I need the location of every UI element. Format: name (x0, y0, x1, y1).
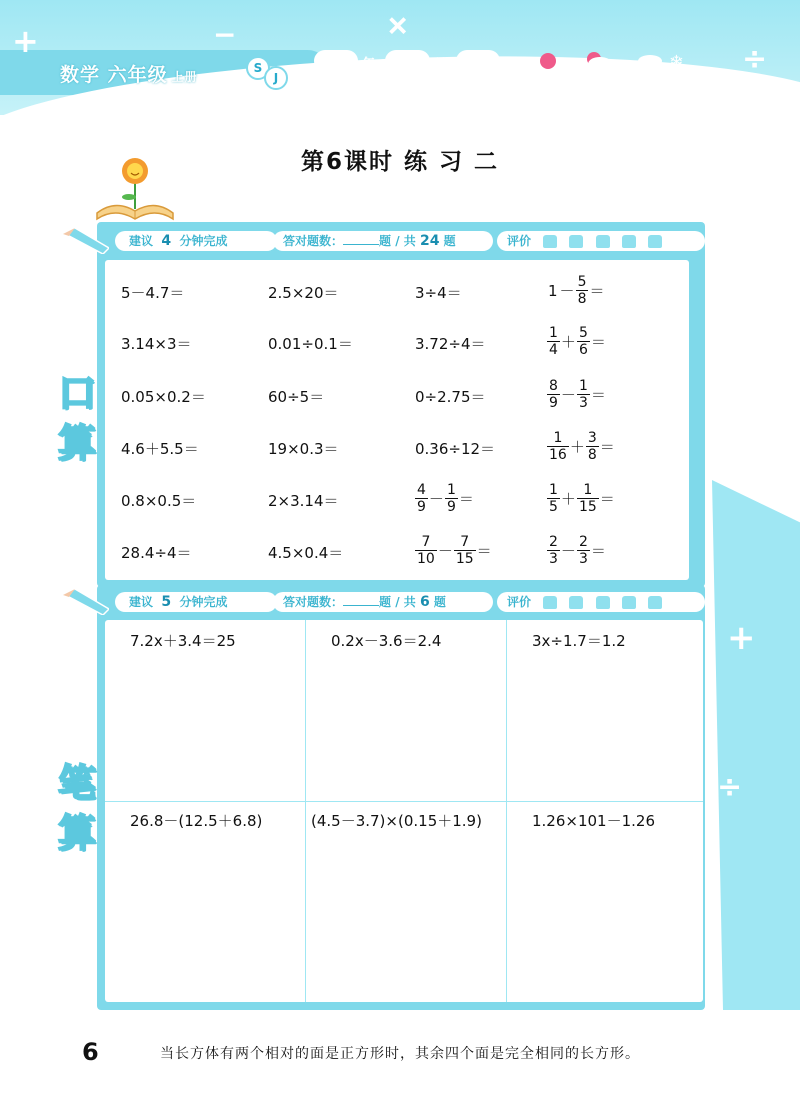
divide-decoration-icon: ÷ (742, 42, 768, 77)
day-field[interactable] (456, 50, 500, 72)
logo-s: S (246, 56, 270, 80)
thumb-icon[interactable] (622, 235, 636, 248)
suggest-time: 建议 4 分钟完成 (115, 231, 277, 251)
rating-row: 评价 (497, 231, 705, 251)
rain-icon (638, 55, 662, 67)
grid-divider (506, 620, 507, 1002)
written-problem: 7.2x＋3.4＝25 (130, 632, 236, 650)
written-problem: 1.26×101－1.26 (532, 812, 655, 830)
written-problem: 0.2x－3.6＝2.4 (331, 632, 442, 650)
rating-row: 评价 (497, 592, 705, 612)
thumb-icon[interactable] (648, 596, 662, 609)
oral-problem: 2×3.14＝ (268, 492, 339, 510)
fraction-problem: $\frac{1}{16}$ ＋ $\frac{3}{8}$ ＝ (549, 430, 615, 463)
lesson-title: 第6课时 练 习 二 (300, 149, 500, 175)
oral-problem: 0.05×0.2＝ (121, 388, 206, 406)
thumb-icon[interactable] (622, 596, 636, 609)
fraction-problem: $\frac{1}{5}$ ＋ $\frac{1}{15}$ ＝ (549, 482, 615, 515)
section-label-char: 口 (57, 371, 96, 415)
fraction-problem: 1 － $\frac{5}{8}$ ＝ (548, 274, 605, 307)
minus-decoration-icon: − (213, 18, 237, 51)
oral-problem: 2.5×20＝ (268, 284, 339, 302)
page-number: 6 (82, 1038, 99, 1066)
oral-problem: 0.8×0.5＝ (121, 492, 197, 510)
day-label: 日 (506, 57, 520, 72)
divide-decoration-icon: ÷ (717, 770, 743, 805)
snow-icon: ❄ (668, 52, 684, 73)
written-info-bar (63, 587, 705, 617)
oral-problem: 19×0.3＝ (268, 440, 339, 458)
oral-problem: 3.72÷4＝ (415, 335, 486, 353)
oral-answer-area (105, 260, 689, 580)
fraction-problem: $\frac{8}{9}$ － $\frac{1}{3}$ ＝ (549, 378, 606, 411)
plus-decoration-icon: + (727, 618, 756, 658)
section-label-char: 算 (57, 421, 96, 465)
oral-problem: 0÷2.75＝ (415, 388, 486, 406)
thumb-icon[interactable] (569, 596, 583, 609)
weather-icons (538, 50, 688, 76)
year-field[interactable] (314, 50, 358, 72)
plus-decoration-icon: + (12, 22, 39, 60)
fraction-problem: $\frac{4}{9}$ － $\frac{1}{9}$ ＝ (417, 482, 474, 515)
month-field[interactable] (385, 50, 430, 72)
oral-problem: 4.5×0.4＝ (268, 544, 344, 562)
answered-blank[interactable] (343, 232, 379, 245)
thumb-icon[interactable] (543, 235, 557, 248)
oral-problem: 0.36÷12＝ (415, 440, 496, 458)
multiply-decoration-icon: + (375, 2, 422, 48)
thumb-icon[interactable] (543, 596, 557, 609)
section-label-char: 算 (57, 811, 96, 855)
month-label: 月 (434, 57, 448, 72)
answered-blank[interactable] (343, 593, 379, 606)
score-counter: 答对题数： 题 / 共 6 题 (273, 592, 493, 612)
sun-icon (540, 53, 556, 69)
thumb-icon[interactable] (596, 235, 610, 248)
score-counter: 答对题数： 题 / 共 24 题 (273, 231, 493, 251)
fraction-problem: $\frac{1}{4}$ ＋ $\frac{5}{6}$ ＝ (549, 325, 606, 358)
written-problem: 26.8－(12.5＋6.8) (130, 812, 263, 830)
grid-divider (305, 620, 306, 1002)
oral-problem: 5－4.7＝ (121, 284, 185, 302)
thumb-icon[interactable] (596, 596, 610, 609)
oral-problem: 0.01÷0.1＝ (268, 335, 353, 353)
oral-problem: 3÷4＝ (415, 284, 462, 302)
fraction-problem: $\frac{7}{10}$ － $\frac{7}{15}$ ＝ (417, 534, 492, 567)
written-problem: 3x÷1.7＝1.2 (532, 632, 626, 650)
side-decoration (690, 480, 800, 1010)
suggest-time: 建议 5 分钟完成 (115, 592, 277, 612)
fraction-problem: $\frac{2}{3}$ － $\frac{2}{3}$ ＝ (549, 534, 606, 567)
written-problem: (4.5－3.7)×(0.15＋1.9) (311, 812, 482, 830)
year-label: 年 (362, 57, 376, 72)
section-label-char: 笔 (57, 761, 96, 805)
pencil-icon (63, 589, 109, 615)
book-title: 数学 六年级 上册 (60, 64, 198, 86)
oral-problem: 28.4÷4＝ (121, 544, 192, 562)
pencil-icon (63, 228, 109, 254)
logo-j: J (264, 66, 288, 90)
oral-info-bar (63, 226, 705, 256)
oral-problem: 3.14×3＝ (121, 335, 192, 353)
oral-problem: 60÷5＝ (268, 388, 325, 406)
oral-problem: 4.6＋5.5＝ (121, 440, 199, 458)
thumb-icon[interactable] (569, 235, 583, 248)
thumb-icon[interactable] (648, 235, 662, 248)
grid-divider (105, 801, 703, 802)
footer-tip: 当长方体有两个相对的面是正方形时，其余四个面是完全相同的长方形。 (160, 1046, 640, 1062)
